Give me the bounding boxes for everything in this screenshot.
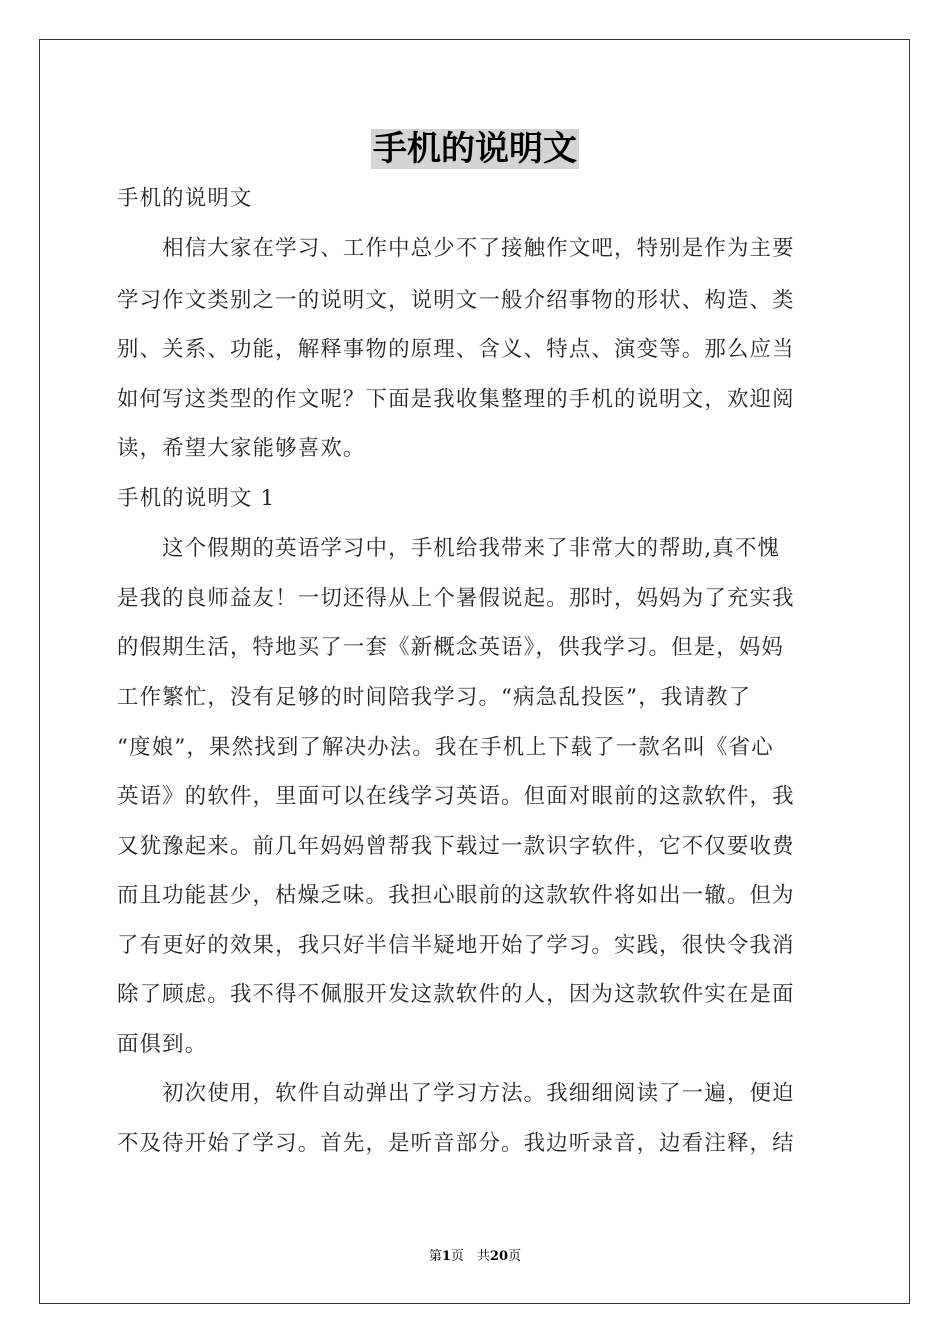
body-line: 的假期生活，特地买了一套《新概念英语》，供我学习。但是，妈妈: [117, 635, 785, 660]
body-line: 手机的说明文: [117, 186, 253, 211]
body-line: 初次使用，软件自动弹出了学习方法。我细细阅读了一遍，便迫: [117, 1081, 795, 1106]
footer-prefix: 第: [428, 1249, 442, 1264]
page-frame: [39, 39, 910, 1304]
body-line: 英语》的软件，里面可以在线学习英语。但面对眼前的这款软件，我: [117, 784, 795, 809]
body-line: 相信大家在学习、工作中总少不了接触作文吧，特别是作为主要: [117, 236, 795, 261]
document-title: [0, 124, 950, 174]
body-line: 不及待开始了学习。首先，是听音部分。我边听录音，边看注释，结: [117, 1131, 795, 1156]
body-line: 别、关系、功能，解释事物的原理、含义、特点、演变等。那么应当: [117, 337, 795, 362]
body-line: 这个假期的英语学习中，手机给我带来了非常大的帮助,真不愧: [117, 536, 781, 561]
body-line: 手机的说明文 1: [117, 486, 276, 511]
body-line: 面俱到。: [117, 1032, 208, 1057]
body-line: 如何写这类型的作文呢？下面是我收集整理的手机的说明文，欢迎阅: [117, 387, 795, 412]
footer-page-number: 1: [441, 1249, 451, 1264]
document-title-text: 手机的说明文: [373, 129, 577, 169]
footer-mid: 页 共: [450, 1249, 490, 1264]
footer-suffix: 页: [508, 1249, 522, 1264]
footer-total-pages: 20: [489, 1249, 509, 1264]
body-line: 工作繁忙，没有足够的时间陪我学习。“病急乱投医”，我请教了: [117, 685, 752, 710]
page-footer: [0, 1245, 950, 1264]
body-line: 又犹豫起来。前几年妈妈曾帮我下载过一款识字软件，它不仅要收费: [117, 834, 795, 859]
body-line: 了有更好的效果，我只好半信半疑地开始了学习。实践，很快令我消: [117, 933, 795, 958]
body-line: 学习作文类别之一的说明文，说明文一般介绍事物的形状、构造、类: [117, 288, 795, 313]
body-line: “度娘”，果然找到了解决办法。我在手机上下载了一款名叫《省心: [117, 735, 774, 760]
body-line: 除了顾虑。我不得不佩服开发这款软件的人，因为这款软件实在是面: [117, 982, 795, 1007]
body-line: 是我的良师益友！一切还得从上个暑假说起。那时，妈妈为了充实我: [117, 586, 795, 611]
body-line: 而且功能甚少，枯燥乏味。我担心眼前的这款软件将如出一辙。但为: [117, 883, 795, 908]
body-line: 读，希望大家能够喜欢。: [117, 436, 366, 461]
